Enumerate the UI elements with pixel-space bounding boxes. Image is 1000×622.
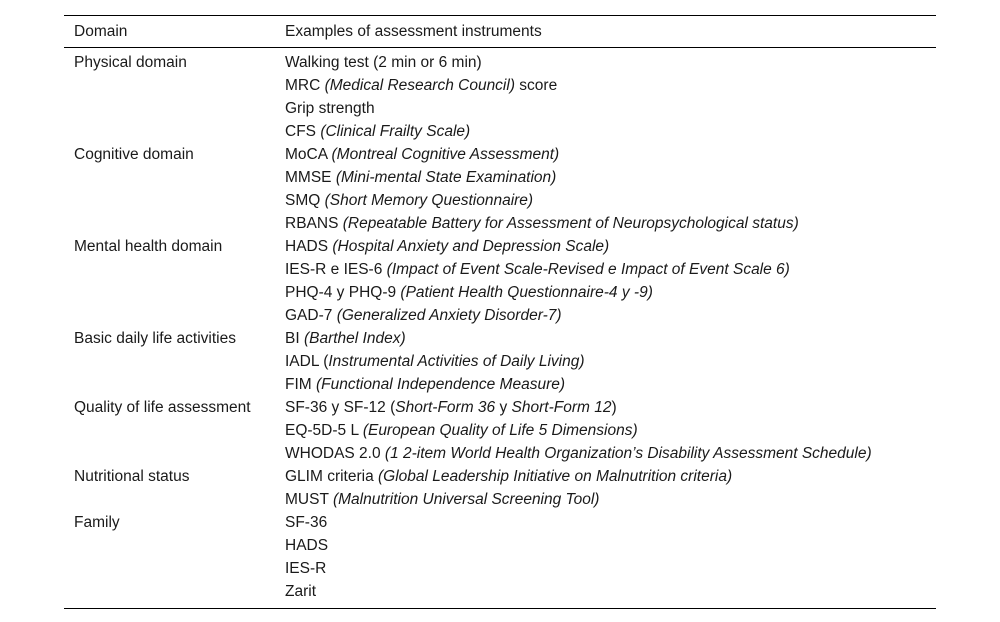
row-domain	[64, 419, 285, 442]
table-row	[64, 442, 936, 465]
row-domain	[64, 258, 285, 281]
instrument-full: (Malnutrition Universal Screening Tool)	[332, 491, 600, 508]
instrument-abbr: MUST	[285, 491, 333, 508]
row-domain	[64, 97, 285, 120]
row-domain: Family	[74, 514, 120, 531]
instrument-abbr: PHQ-4 y PHQ-9	[285, 284, 401, 301]
row-domain	[64, 373, 285, 396]
instrument-abbr: FIM	[285, 376, 316, 393]
instrument-full: (Barthel Index)	[303, 330, 406, 347]
row-instrument	[285, 488, 936, 511]
row-instrument	[285, 442, 936, 465]
instrument-abbr: MMSE	[285, 169, 336, 186]
row-domain	[64, 350, 285, 373]
table-row	[64, 235, 936, 258]
instrument-abbr: HADS	[285, 238, 333, 255]
instrument-full: (Mini-mental State Examination)	[335, 169, 557, 186]
instrument-abbr: EQ-5D-5 L	[285, 422, 363, 439]
instrument-full: (Medical Research Council)	[324, 77, 515, 94]
instrument-full: (Clinical Frailty Scale)	[320, 123, 471, 140]
row-domain	[64, 580, 285, 603]
instrument-full: (Generalized Anxiety Disorder-7)	[336, 307, 562, 324]
table-row	[64, 419, 936, 442]
table-row	[64, 557, 936, 580]
row-domain	[64, 189, 285, 212]
table-row	[64, 97, 936, 120]
instrument-tail: y	[495, 399, 512, 416]
row-domain	[64, 74, 285, 97]
table-header-row	[64, 16, 936, 47]
row-instrument	[285, 120, 936, 143]
instrument-abbr: SF-36	[285, 514, 328, 531]
row-domain: Physical domain	[74, 54, 187, 71]
instrument-tail: score	[514, 77, 558, 94]
table-row	[64, 396, 936, 419]
instrument-abbr: IES-R	[285, 560, 327, 577]
row-domain	[64, 120, 285, 143]
row-instrument	[285, 51, 936, 74]
instrument-full2: Short-Form 12	[511, 399, 612, 416]
table-row	[64, 350, 936, 373]
row-instrument	[285, 258, 936, 281]
assessment-table	[64, 15, 936, 609]
row-instrument	[285, 166, 936, 189]
instrument-tail2: )	[611, 399, 617, 416]
table-row	[64, 511, 936, 534]
table-row	[64, 327, 936, 350]
table-row	[64, 373, 936, 396]
instrument-abbr: GAD-7	[285, 307, 337, 324]
instrument-full: (Hospital Anxiety and Depression Scale)	[332, 238, 610, 255]
row-domain	[64, 442, 285, 465]
row-instrument	[285, 281, 936, 304]
row-domain	[64, 212, 285, 235]
row-instrument	[285, 419, 936, 442]
row-instrument	[285, 189, 936, 212]
instrument-abbr: WHODAS 2.0	[285, 445, 385, 462]
table-row	[64, 189, 936, 212]
header-domain: Domain	[74, 22, 128, 40]
instrument-abbr: Walking test (2 min or 6 min)	[285, 54, 482, 71]
table-row	[64, 166, 936, 189]
instrument-full: Instrumental Activities of Daily Living)	[328, 353, 585, 370]
table-bottom-rule	[64, 608, 936, 609]
instrument-abbr: IADL (	[285, 353, 329, 370]
row-instrument	[285, 143, 936, 166]
row-domain	[64, 557, 285, 580]
row-instrument	[285, 534, 936, 557]
row-domain	[64, 488, 285, 511]
row-instrument	[285, 557, 936, 580]
instrument-abbr: BI	[285, 330, 304, 347]
instrument-abbr: MRC	[285, 77, 325, 94]
instrument-full: (Repeatable Battery for Assessment of Neuropsychological status)	[342, 215, 799, 232]
row-instrument	[285, 327, 936, 350]
table-row	[64, 51, 936, 74]
instrument-full: (1 2-item World Health Organization’s Disability Assessment Schedule)	[384, 445, 872, 462]
table-row	[64, 120, 936, 143]
row-instrument	[285, 396, 936, 419]
row-domain: Quality of life assessment	[74, 399, 251, 416]
table-row	[64, 534, 936, 557]
table-row	[64, 465, 936, 488]
instrument-abbr: MoCA	[285, 146, 332, 163]
row-instrument	[285, 350, 936, 373]
row-domain	[64, 281, 285, 304]
row-instrument	[285, 235, 936, 258]
row-instrument	[285, 212, 936, 235]
table-row	[64, 74, 936, 97]
table-row	[64, 258, 936, 281]
instrument-abbr: Zarit	[285, 583, 316, 600]
row-instrument	[285, 465, 936, 488]
instrument-abbr: HADS	[285, 537, 329, 554]
instrument-full: Short-Form 36	[395, 399, 496, 416]
row-domain: Basic daily life activities	[74, 330, 236, 347]
row-instrument	[285, 580, 936, 603]
instrument-abbr: IES-R e IES-6	[285, 261, 387, 278]
row-instrument	[285, 97, 936, 120]
table-row	[64, 488, 936, 511]
instrument-abbr: GLIM criteria	[285, 468, 379, 485]
row-domain	[64, 166, 285, 189]
row-domain	[64, 534, 285, 557]
instrument-full: (Functional Independence Measure)	[316, 376, 566, 393]
instrument-abbr: RBANS	[285, 215, 343, 232]
row-domain	[64, 304, 285, 327]
instrument-full: (Montreal Cognitive Assessment)	[331, 146, 560, 163]
row-instrument	[285, 74, 936, 97]
instrument-abbr: SF-36 y SF-12 (	[285, 399, 396, 416]
row-domain: Cognitive domain	[74, 146, 194, 163]
row-domain: Nutritional status	[74, 468, 190, 485]
instrument-full: (Short Memory Questionnaire)	[324, 192, 534, 209]
instrument-full: (European Quality of Life 5 Dimensions)	[362, 422, 638, 439]
instrument-full: (Global Leadership Initiative on Malnutrition criteria)	[378, 468, 733, 485]
table-row	[64, 281, 936, 304]
row-instrument	[285, 304, 936, 327]
instrument-full: (Patient Health Questionnaire-4 y -9)	[400, 284, 653, 301]
table-row	[64, 304, 936, 327]
table-row	[64, 143, 936, 166]
table-row	[64, 580, 936, 603]
instrument-abbr: CFS	[285, 123, 321, 140]
instrument-abbr: SMQ	[285, 192, 325, 209]
row-instrument	[285, 373, 936, 396]
row-instrument	[285, 511, 936, 534]
table-row	[64, 212, 936, 235]
instrument-full: (Impact of Event Scale-Revised e Impact of Event Scale 6)	[386, 261, 790, 278]
table-body	[64, 48, 936, 608]
row-domain: Mental health domain	[74, 238, 223, 255]
header-instruments: Examples of assessment instruments	[285, 22, 542, 40]
instrument-abbr: Grip strength	[285, 100, 375, 117]
